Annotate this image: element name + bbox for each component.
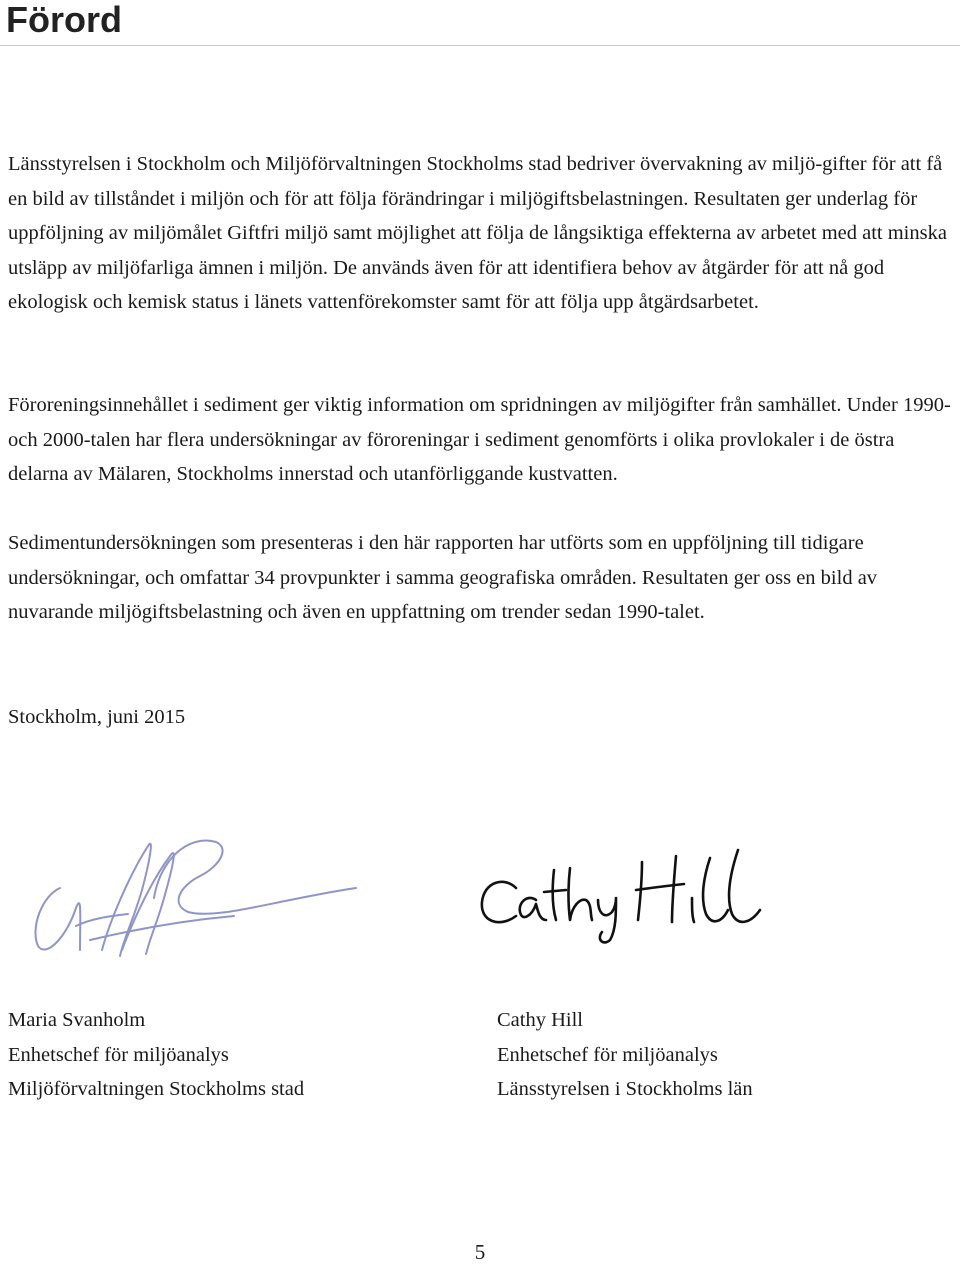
title-divider (0, 45, 960, 46)
page-number: 5 (474, 1240, 486, 1264)
signature-cathy-hill (470, 840, 790, 950)
dateline: Stockholm, juni 2015 (8, 706, 186, 728)
foreword-paragraph-2: Föroreningsinnehållet i sediment ger viktig information om spridningen av miljögifter från samhället. Under 1990- och 2000-talen har flera undersökningar av föroreningar i sediment genomförts i olika provlokaler i de östra delarna av Mälaren, Stockholms innerstad och utanförliggande kustvatten. (8, 394, 951, 485)
signer-name: Cathy Hill (497, 1009, 583, 1031)
foreword-paragraph-1: Länsstyrelsen i Stockholm och Miljöförvaltningen Stockholms stad bedriver övervakning av miljö-gifter för att få en bild av tillståndet i miljön och för att följa förändringar i miljögiftsbelastningen. Resultaten ger underlag för uppföljning av miljömålet Giftfri miljö samt möjlighet att följa de långsiktiga effekterna av arbetet med att minska utsläpp av miljöfarliga ämnen i miljön. De används även för att identifiera behov av åtgärder för att nå god ekologisk och kemisk status i länets vattenförekomster samt för att följa upp åtgärdsarbetet. (8, 153, 947, 313)
signer-role: Enhetschef för miljöanalys (497, 1043, 718, 1066)
signer-organization: Länsstyrelsen i Stockholms län (497, 1078, 753, 1100)
signer-role: Enhetschef för miljöanalys (8, 1043, 229, 1066)
signer-block-left (8, 1003, 304, 1107)
signer-block-right (497, 1003, 753, 1107)
page-title: Förord (6, 0, 122, 40)
signer-organization: Miljöförvaltningen Stockholms stad (8, 1078, 305, 1100)
signer-name: Maria Svanholm (8, 1009, 146, 1031)
signature-maria-svanholm (20, 800, 380, 970)
foreword-paragraph-3: Sedimentundersökningen som presenteras i den här rapporten har utförts som en uppföljning till tidigare undersökningar, och omfattar 34 provpunkter i samma geografiska områden. Resultaten ger oss en bild av nuvarande miljögiftsbelastning och även en uppfattning om trender sedan 1990-talet. (8, 532, 878, 623)
